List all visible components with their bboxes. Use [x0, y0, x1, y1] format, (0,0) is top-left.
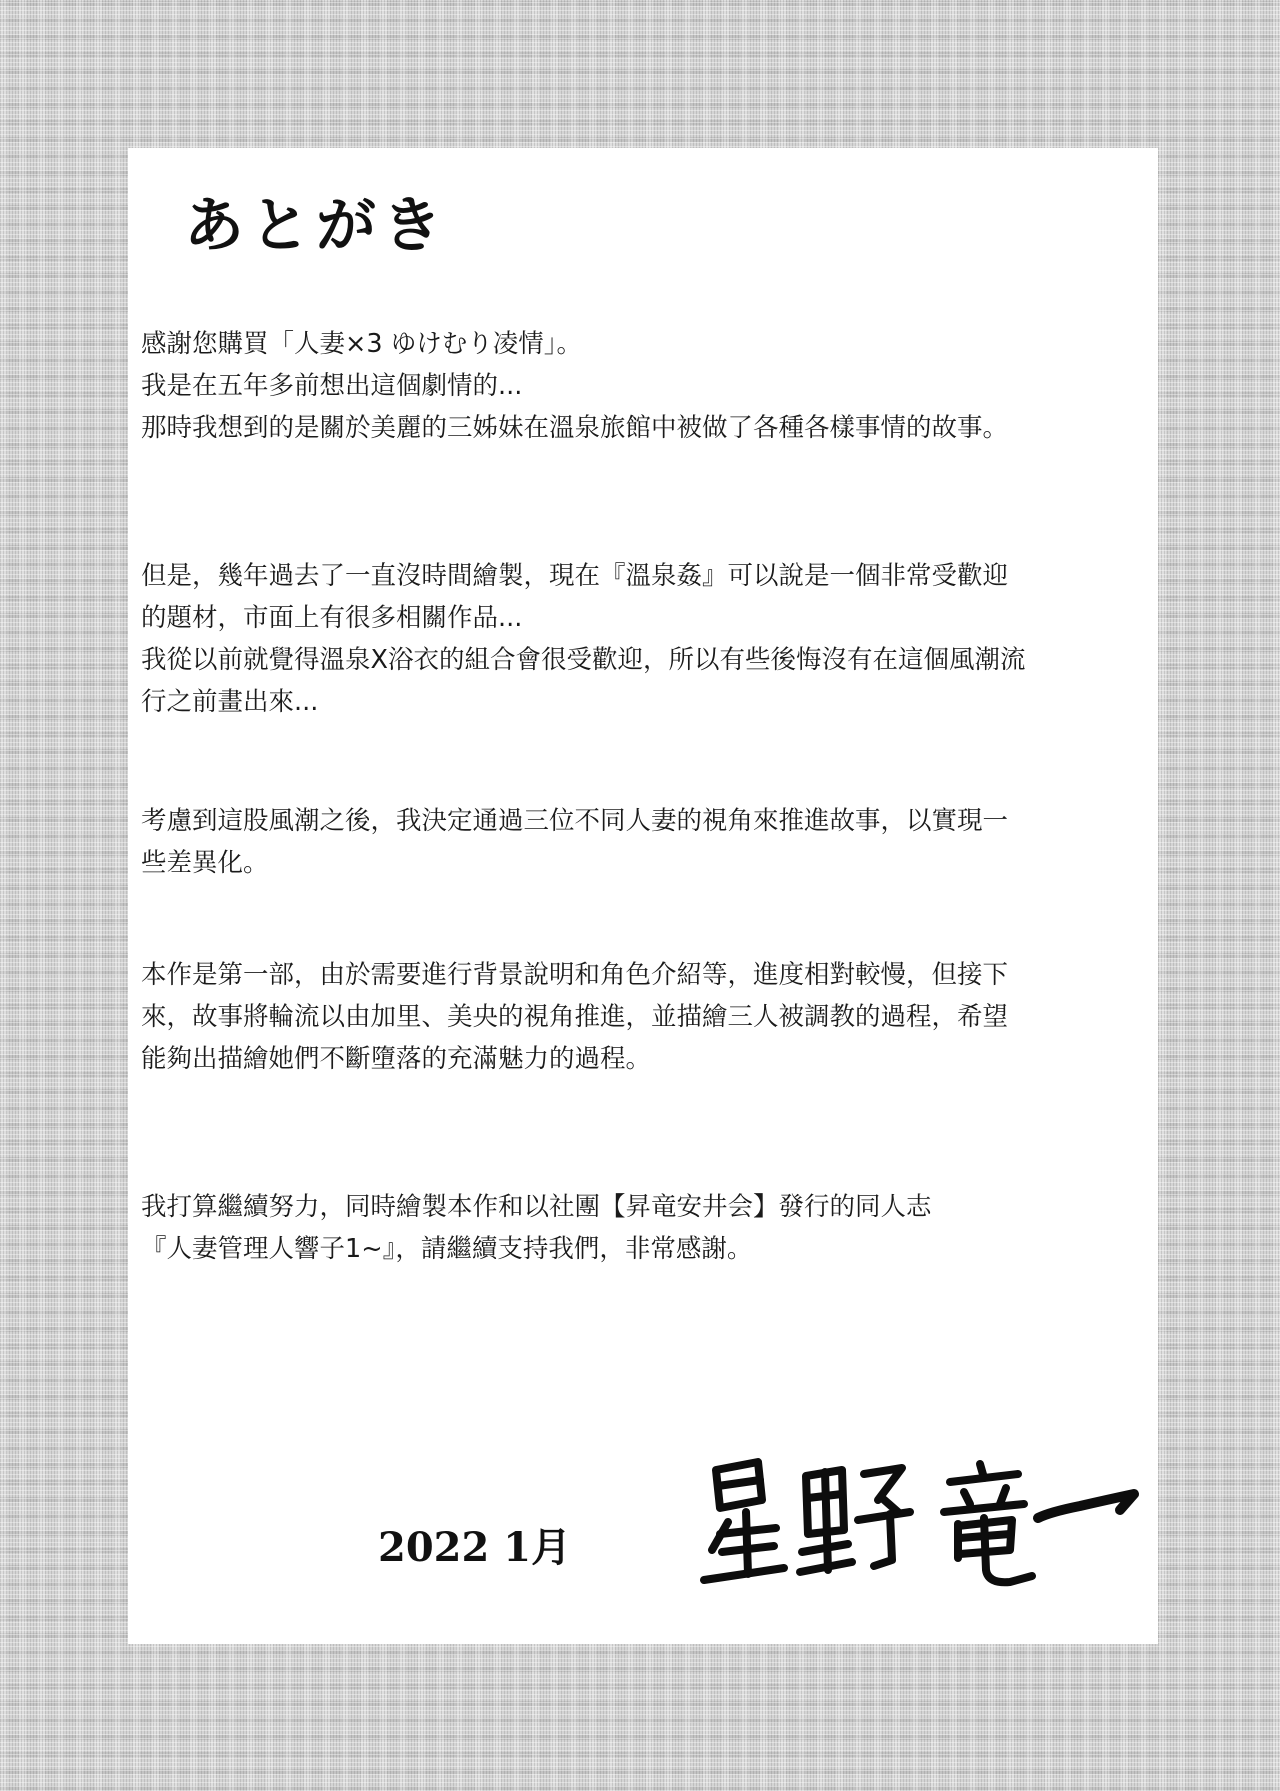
paragraph-1 — [141, 323, 1141, 449]
text-line: 行之前畫出來... — [141, 687, 319, 717]
text-line: 『人妻管理人響子1~』，請繼續支持我們，非常感謝。 — [141, 1234, 753, 1264]
signature-glyph-1 — [704, 1462, 784, 1580]
signature-glyph-2 — [800, 1468, 910, 1572]
paragraph-3 — [141, 800, 1141, 884]
text-line: 考慮到這股風潮之後，我決定通過三位不同人妻的視角來推進故事，以實現一 — [141, 806, 1009, 836]
text-line: 那時我想到的是關於美麗的三姊妹在溫泉旅館中被做了各種各樣事情的故事。 — [141, 413, 1009, 443]
paragraph-4 — [141, 954, 1141, 1080]
text-line: 本作是第一部，由於需要進行背景說明和角色介紹等，進度相對較慢，但接下 — [141, 960, 1009, 990]
text-line: 的題材，市面上有很多相關作品... — [141, 603, 523, 633]
afterword-page — [128, 148, 1158, 1644]
text-line: 我從以前就覺得溫泉X浴衣的組合會很受歡迎，所以有些後悔沒有在這個風潮流 — [141, 645, 1026, 675]
signature-glyph-4 — [1038, 1494, 1134, 1518]
text-line: 但是，幾年過去了一直沒時間繪製，現在『溫泉姦』可以說是一個非常受歡迎 — [141, 561, 1009, 591]
text-line: 我是在五年多前想出這個劇情的... — [141, 371, 523, 401]
text-line: 我打算繼續努力，同時繪製本作和以社團【昇竜安井会】發行的同人志 — [141, 1192, 932, 1222]
text-line: 來，故事將輪流以由加里、美央的視角推進，並描繪三人被調教的過程，希望 — [141, 1002, 1009, 1032]
paragraph-5 — [141, 1186, 1141, 1270]
date-text: 2022 1月 — [378, 1524, 572, 1571]
text-line: 能夠出描繪她們不斷墮落的充滿魅力的過程。 — [141, 1044, 652, 1074]
afterword-heading: あとがき — [184, 191, 448, 261]
paragraph-2 — [141, 555, 1141, 723]
text-line: 感謝您購買「人妻×3 ゆけむり凌情」。 — [141, 329, 582, 359]
text-line: 些差異化。 — [141, 848, 269, 878]
handwritten-signature — [688, 1448, 1148, 1598]
signature-glyph-3 — [944, 1464, 1032, 1582]
